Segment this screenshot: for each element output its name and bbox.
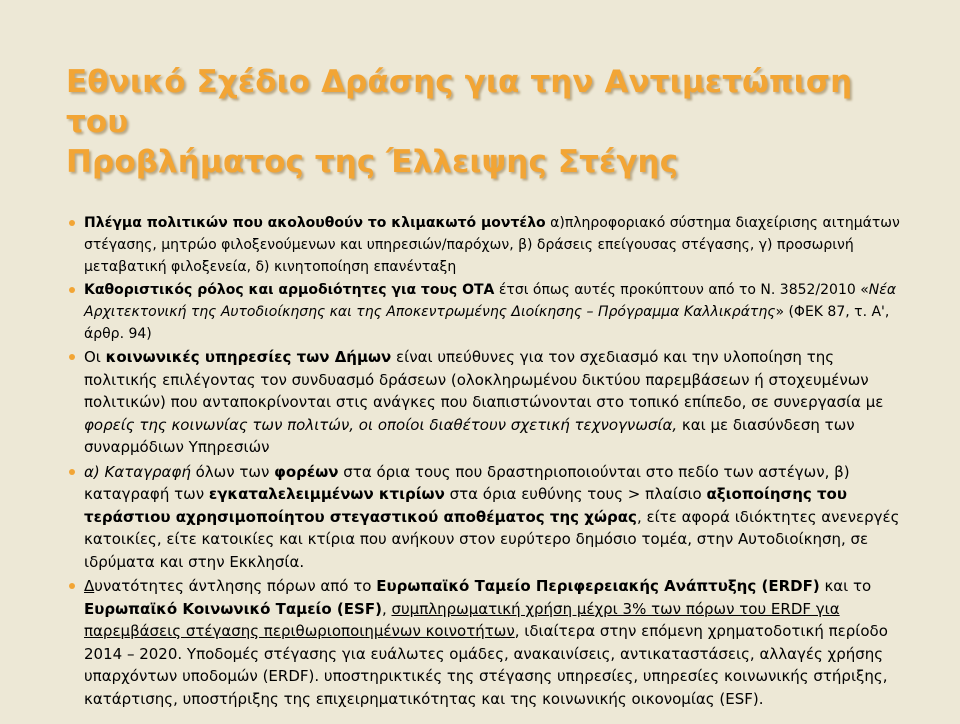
bullet-text: , <box>381 599 392 618</box>
bullet-bold-text: Ευρωπαϊκό Κοινωνικό Ταμείο (ESF) <box>84 599 382 618</box>
bullet-bold-text: φορέων <box>274 462 339 481</box>
bullet-dot-icon <box>69 469 75 475</box>
bullet-bold-text: Πλέγμα πολιτικών που ακολουθούν το κλιμακωτό μοντέλο <box>84 215 546 231</box>
bullet-text: και με διασύνδεση των συναρμόδιων Υπηρεσιών <box>84 415 855 456</box>
bullet-bold-text: Ευρωπαϊκό Ταμείο Περιφερειακής Ανάπτυξης (ERDF) <box>376 577 820 595</box>
bullet-text: » (ΦΕΚ 87, τ. Α', άρθρ. 94) <box>84 304 890 342</box>
bullet-item-social-services <box>66 346 910 459</box>
bullet-text: έτσι όπως αυτές προκύπτουν από το Ν. 3852/2010 « <box>494 282 869 298</box>
bullet-item-policy-framework <box>66 212 910 278</box>
bullet-text: είναι υπεύθυνες για τον σχεδιασμό και την υλοποίηση της πολιτικής επιλέγοντας τον συνδυασμό δράσεων (ολοκληρωμένου δικτύου παρεμβάσεων ή στοχευμένων πολιτικών) που ανταποκρίνονται στις ανάγκες που διαπιστώνονται στο τοπικό επίπεδο, σε συνεργασία με <box>84 348 884 411</box>
bullet-item-registration <box>66 461 910 574</box>
bullet-text: και το <box>819 577 872 595</box>
bullet-text: στα όρια ευθύνης τους > πλαίσιο <box>444 485 707 503</box>
bullet-underlined-text: συμπληρωματική χρήση μέχρι 3% των πόρων του ERDF για παρεμβάσεις στέγασης περιθωριοποιημένων κοινοτήτων <box>84 599 840 640</box>
title-line-1: Εθνικό Σχέδιο Δράσης για την Αντιμετώπιση του <box>66 64 853 140</box>
bullet-italic-text: φορείς της κοινωνίας των πολιτών, οι οποίοι διαθέτουν σχετική τεχνογνωσία, <box>84 415 678 434</box>
bullet-item-ota-role <box>66 279 910 345</box>
bullet-text: α)πληροφοριακό σύστημα διαχείρισης αιτημάτων στέγασης, μητρώο φιλοξενούμενων και υπηρεσιών/παρόχων, β) δράσεις επείγουσας στέγασης, γ) προσωρινή μεταβατική φιλοξενεία, δ) κινητοποίηση επανένταξη <box>84 215 900 275</box>
bullet-bold-text: Καθοριστικός ρόλος και αρμοδιότητες για τους ΟΤΑ <box>84 282 495 298</box>
bullet-underlined-text: Δ <box>84 577 95 595</box>
bullet-text: Οι <box>84 348 106 366</box>
bullet-bold-text: κοινωνικές υπηρεσίες των Δήμων <box>105 348 392 366</box>
bullet-dot-icon <box>69 354 75 360</box>
bullet-item-funding <box>66 575 910 710</box>
bullet-text: υνατότητες άντλησης πόρων από το <box>94 577 377 595</box>
bullet-bold-text: αξιοποίησης του τεράστιου αχρησιμοποίητου στεγαστικού αποθέματος της χώρας <box>84 485 847 526</box>
title-line-2: Προβλήματος της Έλλειψης Στέγης <box>66 144 679 180</box>
bullet-italic-text: α) Καταγραφή <box>84 462 191 481</box>
bullet-dot-icon <box>69 287 75 293</box>
bullet-text: , ιδιαίτερα στην επόμενη χρηματοδοτική περίοδο 2014 – 2020. Υποδομές στέγασης για ευάλωτες ομάδες, ανακαινίσεις, αντικαταστάσεις, αλλαγές χρήσης υπαρχόντων υποδομών (ERDF). υποστηρικτικές της στέγασης υπηρεσίες, υπηρεσίες κοινωνικής στήριξης, κατάρτισης, υποστήριξης της επιχειρηματικότητας και της κοινωνικής οικονομίας (ESF). <box>84 622 888 708</box>
bullet-list <box>66 212 910 710</box>
bullet-italic-text: Νέα Αρχιτεκτονική της Αυτοδιοίκησης και της Αποκεντρωμένης Διοίκησης – Πρόγραμμα Καλλικράτης <box>84 282 897 320</box>
page-title <box>66 62 910 182</box>
bullet-text: , είτε αφορά ιδιόκτητες ανενεργές κατοικίες, είτε κατοικίες και κτίρια που ανήκουν στον ευρύτερο δημόσιο τομέα, στην Αυτοδιοίκηση, σε ιδρύματα και στην Εκκλησία. <box>84 507 900 571</box>
bullet-text: όλων των <box>190 462 275 481</box>
bullet-dot-icon <box>69 583 75 589</box>
bullet-bold-text: εγκαταλελειμμένων κτιρίων <box>208 485 445 503</box>
bullet-dot-icon <box>69 220 75 226</box>
bullet-text: στα όρια τους που δραστηριοποιούνται στο πεδίο των αστέγων, β) καταγραφή των <box>84 462 850 503</box>
